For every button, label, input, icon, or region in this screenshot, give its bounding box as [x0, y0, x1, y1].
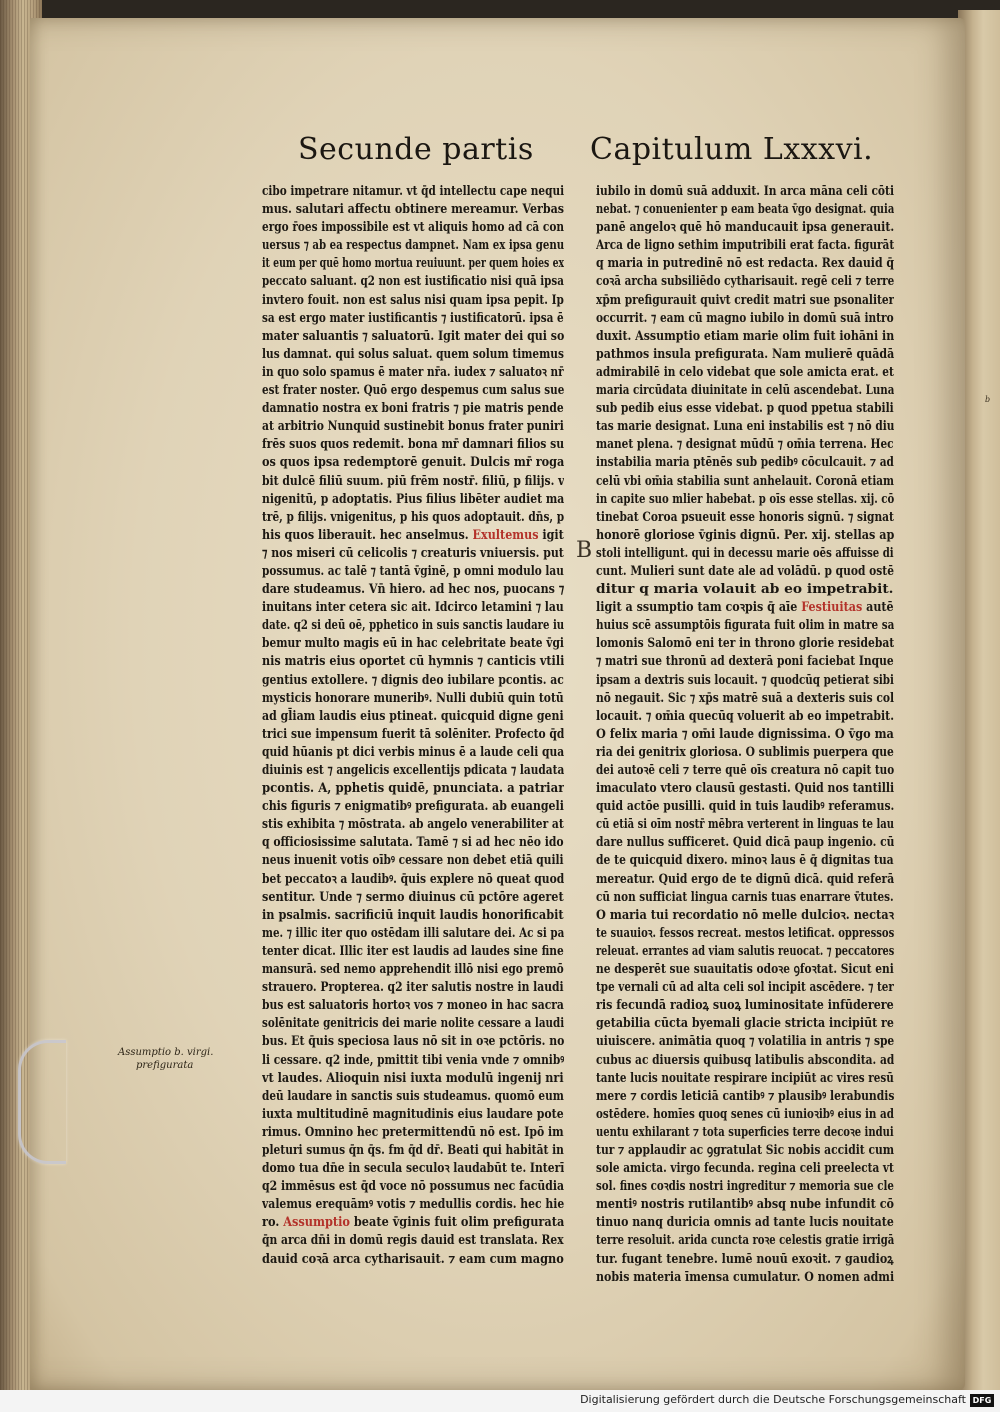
- text-line: [596, 1141, 894, 1159]
- text-line-content: nobis materia īmensa cumulatur. O nomen admi: [596, 1268, 894, 1284]
- text-line: [596, 906, 894, 924]
- text-line-content: inuitans inter cetera sic ait. Idcirco letamini ⁊ lau: [262, 599, 564, 615]
- text-line: [262, 942, 564, 960]
- text-line: [596, 996, 894, 1014]
- text-line-content: bus est saluatoris hortoꝛ vos ⁊ moneo in hac sacra: [262, 997, 564, 1013]
- text-line: [596, 1105, 894, 1123]
- text-line: [596, 309, 894, 327]
- text-line: [262, 1123, 564, 1141]
- text-line-content: in psalmis. sacrificiū inquit laudis honorificabit: [262, 906, 564, 922]
- text-line: [596, 182, 894, 200]
- text-line-content: in quo solo spamus ē mater nr̄a. iudex ⁊ saluatoꝛ nr̄: [262, 363, 564, 379]
- text-line: [596, 634, 894, 652]
- header-left: Secunde partis: [298, 132, 534, 167]
- text-line-content: tpe vernali cū ad alta celi sol incipit ascēdere. ⁊ ter: [596, 979, 894, 995]
- text-line: [596, 272, 894, 290]
- text-line-content: gentius extollere. ⁊ dignis deo iubilare pcontis. ac: [262, 671, 564, 687]
- text-line-content: locauit. ⁊ om̄ia quecūq voluerit ab eo impetrabit.: [596, 707, 894, 723]
- text-line: [262, 399, 564, 417]
- text-line-content: vt laudes. Alioquin nisi iuxta modulū ingenij nri: [262, 1069, 564, 1085]
- text-line: [262, 327, 564, 345]
- text-line: [262, 779, 564, 797]
- text-line-content: lomonis Salomō eni ter in throno glorie residebat: [596, 635, 894, 651]
- text-line: [596, 743, 894, 761]
- text-line: [262, 272, 564, 290]
- text-line-content: ostēdere. homīes quoq senes cū iunioꝛibꝰ eius in ad: [596, 1105, 894, 1121]
- left-text-column: [262, 182, 564, 1268]
- text-line: [596, 417, 894, 435]
- text-line-content: te suauioꝛ. fessos recreat. mestos letificat. oppressos: [596, 924, 894, 940]
- text-line-content: tinebat Coroa psueuit esse honoris signū. ⁊ signat: [596, 508, 894, 524]
- text-line-content: lus damnat. qui solus saluat. quem solum timemus: [262, 345, 564, 361]
- text-line: [262, 1032, 564, 1050]
- text-line-content: sub pedib eius esse videbat. p quod ppetua stabili: [596, 400, 894, 416]
- text-line: [262, 453, 564, 471]
- text-line: [596, 508, 894, 526]
- text-line: [596, 291, 894, 309]
- text-line-content: honorē gloriose v̄ginis dignū. Per. xij. stellas ap: [596, 526, 894, 542]
- text-line-content: invtero fouit. non est salus nisi quam ipsa pepit. Ip: [262, 291, 564, 307]
- text-line-content: in capite suo mlier habebat. p oīs esse stellas. xij. cō: [596, 490, 894, 506]
- text-line: [596, 797, 894, 815]
- text-line: [596, 1051, 894, 1069]
- dfg-logo-icon: DFG: [970, 1394, 994, 1407]
- text-line: [596, 1177, 894, 1195]
- text-line: [262, 1213, 564, 1231]
- text-line-content: manet plena. ⁊ designat mūdū ⁊ om̄ia terrena. Hec: [596, 436, 894, 452]
- text-line: [596, 490, 894, 508]
- text-line-content: tinuo nanq duricia omnis ad tante lucis nouitate: [596, 1214, 894, 1230]
- text-line: [596, 1014, 894, 1032]
- text-line: [262, 417, 564, 435]
- text-line-content: rimus. Omnino hec pretermittendū nō est. Ipō im: [262, 1123, 564, 1139]
- text-line: [262, 381, 564, 399]
- text-line-content: quid actōe pusilli. quid in tuis laudibꝰ referamus.: [596, 798, 894, 814]
- text-line-content: xp̄m prefigurauit quivt credit matri sue psonaliter: [596, 291, 894, 307]
- text-line-content: nigenitū, p adoptatis. Pius filius libēter audiet ma: [262, 490, 564, 506]
- text-line-content: trici sue impensum fuerit tā solēniter. Profecto q̄d: [262, 725, 564, 741]
- text-line-content: huius scē assumptōis figurata fuit olim in matre sa: [596, 617, 894, 633]
- text-line: [262, 1087, 564, 1105]
- text-line-content: ⁊ nos miseri cū celicolis ⁊ creaturis vniuersis. put: [262, 544, 564, 560]
- text-line: [596, 544, 894, 562]
- text-line-content: bet peccatoꝛ a laudibꝰ. q̄uis explere nō queat quod: [262, 870, 564, 886]
- text-line: [262, 1051, 564, 1069]
- text-line-content: panē angeloꝛ quē hō manducauit ipsa generauit.: [596, 219, 894, 235]
- text-line: [262, 1250, 564, 1268]
- text-line-content: O maria tui recordatio nō melle dulcioꝛ. nectaꝛ: [596, 906, 894, 922]
- text-line: [596, 888, 894, 906]
- text-line-content: stoli intelligunt. qui in decessu marie oēs affuisse di: [596, 544, 894, 560]
- text-line: [596, 1250, 894, 1268]
- text-line: [596, 779, 894, 797]
- text-line-content: bus. Et q̄uis speciosa laus nō sit in oꝛe pctōris. no: [262, 1033, 564, 1049]
- text-line: [596, 435, 894, 453]
- text-line: [262, 1141, 564, 1159]
- text-line-content: getabilia cūcta byemali glacie stricta incipiūt re: [596, 1015, 894, 1031]
- text-line-content: sentitur. Unde ⁊ sermo diuinus cū pctōre ageret: [262, 888, 564, 904]
- text-line: [596, 960, 894, 978]
- text-line-content: duxit. Assumptio etiam marie olim fuit iohāni in: [596, 327, 894, 343]
- text-line-content: occurrit. ⁊ eam cū magno iubilo in domū suā intro: [596, 309, 894, 325]
- text-line: [262, 472, 564, 490]
- text-line-content: q2 immēsus est q̄d voce nō possumus nec facūdia: [262, 1178, 564, 1194]
- text-line: [262, 526, 564, 544]
- page-clip: [18, 1040, 66, 1164]
- text-line-content: dei autoꝛē celi ⁊ terre quē oīs creatura nō capit tuo: [596, 762, 894, 777]
- text-line-content: frēs suos quos redemit. bona mr̄ damnari filios su: [262, 436, 564, 452]
- footer-credit: Digitalisierung gefördert durch die Deutsche Forschungsgemeinschaft: [580, 1393, 966, 1406]
- text-line-content: os quos ipsa redemptorē genuit. Dulcis mr̄ roga: [262, 454, 564, 470]
- footer-bar: [0, 1390, 1000, 1412]
- text-line: [262, 254, 564, 272]
- text-line: [596, 254, 894, 272]
- text-line-content: solēnitate genitricis dei marie nolite cessare a laudi: [262, 1015, 564, 1031]
- marginal-annotation: [118, 1046, 238, 1072]
- text-line: [596, 616, 894, 634]
- text-line-content: strauero. Propterea. q2 iter salutis nostre in laudi: [262, 979, 564, 995]
- text-line-content: ad gl̄iam laudis eius ptineat. quicquid digne geni: [262, 707, 564, 723]
- text-line-content: ne desperēt sue suauitatis odoꝛe ꝯfoꝛtat. Sicut eni: [596, 961, 894, 977]
- text-line: [262, 960, 564, 978]
- text-line-content: est frater noster. Quō ergo despemus cum salus sue: [262, 382, 564, 398]
- text-line-content: mere ⁊ cordis leticiā cantibꝰ ⁊ plausibꝰ lerabundis: [596, 1087, 894, 1103]
- text-line: [262, 689, 564, 707]
- marginal-line-2: prefigurata: [136, 1060, 194, 1071]
- text-line: [262, 562, 564, 580]
- text-line: [262, 490, 564, 508]
- text-line-content: uersus ⁊ ab ea respectus dampnet. Nam ex ipsa genu: [262, 237, 564, 253]
- text-line-content: instabilia maria ptēnēs sub pedibꝰ cōculcauit. ⁊ ad: [596, 454, 894, 470]
- text-line: [596, 870, 894, 888]
- text-line: [262, 616, 564, 634]
- text-line: [262, 725, 564, 743]
- text-line-content: me. ⁊ illic iter quo ostēdam illi salutare dei. Ac si pa: [262, 924, 564, 940]
- text-line: [262, 291, 564, 309]
- text-line: [262, 652, 564, 670]
- header-right: Capitulum Lxxxvi.: [590, 132, 874, 167]
- text-line: [262, 924, 564, 942]
- text-line: [596, 345, 894, 363]
- text-line-content: iubilo in domū suā adduxit. In arca māna celi cōti: [596, 183, 894, 198]
- text-line-content: possumus. ac talē ⁊ tantā v̄ginē, p omni modulo lau: [262, 562, 564, 578]
- text-line-content: sole amicta. virgo fecunda. regina celi preelecta vt: [596, 1160, 894, 1176]
- text-line-content: dauid coꝛā arca cytharisauit. ⁊ eam cum magno: [262, 1250, 564, 1266]
- text-line: [596, 761, 894, 779]
- text-line-content: damnatio nostra ex boni fratris ⁊ pie matris pende: [262, 400, 564, 416]
- text-line: [262, 815, 564, 833]
- text-line-content: uiuiscere. animātia quoq ⁊ volatilia in antris ⁊ spe: [596, 1033, 894, 1049]
- text-line-content: nebat. ⁊ conuenienter p eam beata v̄go designat. quia: [596, 201, 894, 217]
- text-line-content: ris fecundā radioꝝ suoꝝ luminositate infūderere: [596, 997, 894, 1013]
- text-line: [596, 381, 894, 399]
- text-line-content: pleturi sumus q̄n q̄s. fm q̄d dr̄. Beati qui habitāt in: [262, 1141, 564, 1157]
- text-line-content: nis matris eius oportet cū hymnis ⁊ canticis vtili: [262, 653, 564, 669]
- text-line-content: ro. Assumptio beate v̄ginis fuit olim prefigurata: [262, 1214, 564, 1230]
- text-line: [262, 598, 564, 616]
- text-line: [596, 1032, 894, 1050]
- text-line: [262, 218, 564, 236]
- text-line-content: quid hūanis pt dici verbis minus ē a laude celi qua: [262, 743, 564, 759]
- text-line: [262, 870, 564, 888]
- text-line-content: stis exhibita ⁊ mōstrata. ab angelo venerabiliter at: [262, 816, 564, 832]
- text-line-content: domo tua dn̄e in secula seculoꝛ laudabūt te. Interī: [262, 1160, 564, 1176]
- text-line: [262, 508, 564, 526]
- text-line: [262, 707, 564, 725]
- text-line: [262, 761, 564, 779]
- text-line-content: tenter dicat. Illic iter est laudis ad laudes sine fine: [262, 942, 564, 958]
- text-line: [262, 634, 564, 652]
- text-line-content: imaculato vtero clausū gestasti. Quid nos tantilli: [596, 780, 894, 796]
- text-line-content: celū vbi om̄ia stabilia sunt anhelauit. Coronā etiam: [596, 472, 894, 488]
- text-line-content: pcontis. A, pphetis quidē, pnunciata. a patriar: [262, 780, 564, 796]
- text-line-content: ligit a ssumptio tam coꝛpis q̄ aīe Festiuitas autē: [596, 599, 894, 615]
- text-line-content: ⁊ matri sue thronū ad dexterā poni faciebat Inque: [596, 653, 894, 669]
- text-line: [262, 797, 564, 815]
- text-line-content: mater saluantis ⁊ saluatorū. Igit mater dei qui so: [262, 327, 564, 343]
- text-line: [596, 1087, 894, 1105]
- text-line: [262, 1069, 564, 1087]
- text-line: [262, 200, 564, 218]
- text-line: [262, 182, 564, 200]
- text-line: [596, 924, 894, 942]
- initial-letter-mark: B: [576, 538, 593, 563]
- text-line-content: neus inuenit votis oībꝰ cessare non debet etiā quili: [262, 852, 564, 868]
- text-line-content: deū laudare in sanctis suis studeamus. quomō eum: [262, 1087, 564, 1103]
- text-line-content: ria dei genitrix gloriosa. O sublimis puerpera que: [596, 743, 894, 759]
- text-line-content: mentiꝰ nostris rutilantibꝰ absq nube infundit cō: [596, 1196, 894, 1212]
- text-line: [262, 236, 564, 254]
- text-line: [262, 851, 564, 869]
- text-line: [262, 580, 564, 598]
- text-line-content: maria circūdata diuinitate in celū ascendebat. Luna: [596, 382, 894, 398]
- text-line-content: tur ⁊ applaudir ac ꝯgratulat Sic nobis accidit cum: [596, 1141, 894, 1157]
- text-line: [596, 725, 894, 743]
- text-line: [596, 218, 894, 236]
- text-line-content: ergo r̄oes impossibile est vt aliquis homo ad cā con: [262, 219, 564, 235]
- text-line-content: peccato saluant. q2 non est iustificatio nisi quā ipsa: [262, 273, 564, 289]
- text-line: [596, 851, 894, 869]
- text-line-content: mysticis honorare muneribꝰ. Nulli dubiū quin totū: [262, 689, 564, 705]
- text-line-content: nō negauit. Sic ⁊ xp̄s matrē suā a dexteris suis col: [596, 689, 894, 705]
- text-line-content: uentu exhilarant ⁊ tota superficies terre decoꝛe indui: [596, 1123, 894, 1139]
- text-line: [262, 1105, 564, 1123]
- text-line: [262, 1014, 564, 1032]
- text-line: [262, 1195, 564, 1213]
- text-line-content: date. q2 si deū oē, pphetico in suis sanctis laudare iu: [262, 617, 564, 633]
- text-line: [262, 671, 564, 689]
- text-line: [596, 815, 894, 833]
- text-line: [262, 743, 564, 761]
- text-line-content: tur. fugant tenebre. lumē nouū exoꝛit. ⁊ gaudioꝝ: [596, 1250, 894, 1266]
- text-line-content: chis figuris ⁊ enigmatibꝰ prefigurata. ab euangeli: [262, 798, 564, 814]
- text-line-content: coꝛā archa subsiliēdo cytharisauit. regē celi ⁊ terre: [596, 273, 894, 289]
- text-line-content: ipsam a dextris suis locauit. ⁊ quodcūq petierat sibi: [596, 671, 894, 687]
- text-line-content: valemus erequāmꝰ votis ⁊ medullis cordis. hec hie: [262, 1196, 564, 1212]
- text-line-content: cibo impetrare nitamur. vt q̄d intellectu cape nequi: [262, 183, 564, 198]
- text-line-content: at arbitrio Nunquid sustinebit bonus frater puniri: [262, 418, 564, 434]
- text-line: [596, 1213, 894, 1231]
- text-line: [262, 345, 564, 363]
- text-line-content: cubus ac diuersis quibusq latibulis abscondita. ad: [596, 1051, 894, 1067]
- text-line-content: q maria in putredinē nō est redacta. Rex dauid q̄: [596, 255, 894, 271]
- text-line: [262, 978, 564, 996]
- text-line-content: li cessare. q2 inde, pmittit tibi venia vnde ⁊ omnibꝰ: [262, 1051, 564, 1067]
- text-line-content: cū etiā si oīm nostr̄ mēbra verterent in linguas te lau: [596, 816, 894, 832]
- text-line-content: dare studeamus. Vn̄ hiero. ad hec nos, puocans ⁊: [262, 581, 564, 597]
- text-line: [596, 1123, 894, 1141]
- text-line: [596, 1069, 894, 1087]
- text-line: [262, 1231, 564, 1249]
- text-line: [596, 472, 894, 490]
- text-line-content: trē, p filijs. vnigenitus, p his quos adoptauit. dn̄s, p: [262, 508, 564, 524]
- text-line: [262, 1177, 564, 1195]
- text-line: [596, 652, 894, 670]
- text-line-content: Arca de ligno sethim imputribili erat facta. figurāt: [596, 237, 894, 253]
- text-line-content: pathmos insula prefigurata. Nam mulierē quādā: [596, 345, 894, 361]
- text-line-content: q officiosissime salutata. Tamē ⁊ si ad hec nēo ido: [262, 834, 564, 850]
- text-line-content: dare nullus sufficeret. Quid dicā paup ingenio. cū: [596, 834, 894, 850]
- text-line: [596, 707, 894, 725]
- text-line: [596, 833, 894, 851]
- text-line-content: it eum per quē homo mortua reuiuunt. per quem hoies ex: [262, 255, 564, 271]
- text-line: [596, 363, 894, 381]
- text-line-content: cū non sufficiat lingua carnis tuas enarrare v̄tutes.: [596, 888, 894, 904]
- text-line: [596, 1231, 894, 1249]
- text-line: [262, 363, 564, 381]
- text-line-content: q̄n arca dn̄i in domū regis dauid est translata. Rex: [262, 1232, 564, 1248]
- text-line-content: iuxta multitudinē magnitudinis eius laudare pote: [262, 1105, 564, 1121]
- text-line: [596, 1159, 894, 1177]
- text-line: [262, 888, 564, 906]
- text-line-content: admirabilē in celo videbat que sole amicta erat. et: [596, 363, 894, 379]
- text-line: [262, 544, 564, 562]
- text-line: [596, 1268, 894, 1286]
- text-line: [596, 562, 894, 580]
- text-line-content: bemur multo magis eū in hac celebritate beate v̄gi: [262, 635, 564, 651]
- text-line-content: sol. fines coꝛdis nostri ingreditur ⁊ memoria sue cle: [596, 1178, 894, 1194]
- text-line: [596, 1195, 894, 1213]
- text-line: [262, 833, 564, 851]
- text-line: [262, 435, 564, 453]
- text-line-content: tas marie designat. Luna eni instabilis est ⁊ nō diu: [596, 418, 894, 434]
- text-line: [262, 1159, 564, 1177]
- text-line-content: de te quicquid dixero. minoꝛ laus ē q̄ dignitas tua: [596, 852, 894, 868]
- right-text-column: [596, 182, 894, 1286]
- text-line-content: mansurā. sed nemo apprehendit illō nisi ego premō: [262, 961, 564, 977]
- text-line: [596, 453, 894, 471]
- marginal-line-1: Assumptio b. virgi.: [118, 1047, 214, 1058]
- text-line-content: mereatur. Quid ergo de te dignū dicā. quid referā: [596, 870, 894, 886]
- text-line: [262, 996, 564, 1014]
- text-line: [596, 526, 894, 544]
- text-line-content: terre resoluit. arida cuncta roꝛe celestis gratie irrigā: [596, 1232, 894, 1248]
- text-line: [596, 327, 894, 345]
- text-line-content: sa est ergo mater iustificantis ⁊ iustificatorū. ipsa ē: [262, 309, 564, 325]
- text-line: [596, 978, 894, 996]
- text-line-content: O felix maria ⁊ om̄i laude dignissima. O v̄go ma: [596, 725, 894, 741]
- text-line-content: tante lucis nouitate respirare incipiūt ac vires resū: [596, 1069, 894, 1085]
- text-line: [596, 942, 894, 960]
- running-header: [0, 126, 1000, 178]
- text-line: [596, 236, 894, 254]
- text-line: [262, 906, 564, 924]
- text-line: [596, 200, 894, 218]
- text-line-content: mus. salutari affectu obtinere mereamur. Verbas: [262, 201, 564, 217]
- text-line-content: cunt. Mulieri sunt date ale ad volādū. p quod ostē: [596, 562, 894, 578]
- text-line: [596, 580, 894, 598]
- text-line-content: releuat. errantes ad viam salutis reuocat. ⁊ peccatores: [596, 942, 894, 958]
- text-line: [596, 689, 894, 707]
- text-line-content: ditur q maria volauit ab eo impetrabit.: [596, 581, 894, 597]
- text-line: [596, 399, 894, 417]
- text-line-content: his quos liberauit. hec anselmus. Exultemus igit: [262, 526, 564, 542]
- text-line-content: bit dulcē filiū suum. piū frēm nostr̄. filiū, p filijs. v: [262, 472, 564, 488]
- text-line: [596, 671, 894, 689]
- text-line-content: diuinis est ⁊ angelicis excellentijs pdicata ⁊ laudata: [262, 762, 564, 777]
- gutter-marginal-note: b: [985, 395, 991, 404]
- text-line: [262, 309, 564, 327]
- text-line: [596, 598, 894, 616]
